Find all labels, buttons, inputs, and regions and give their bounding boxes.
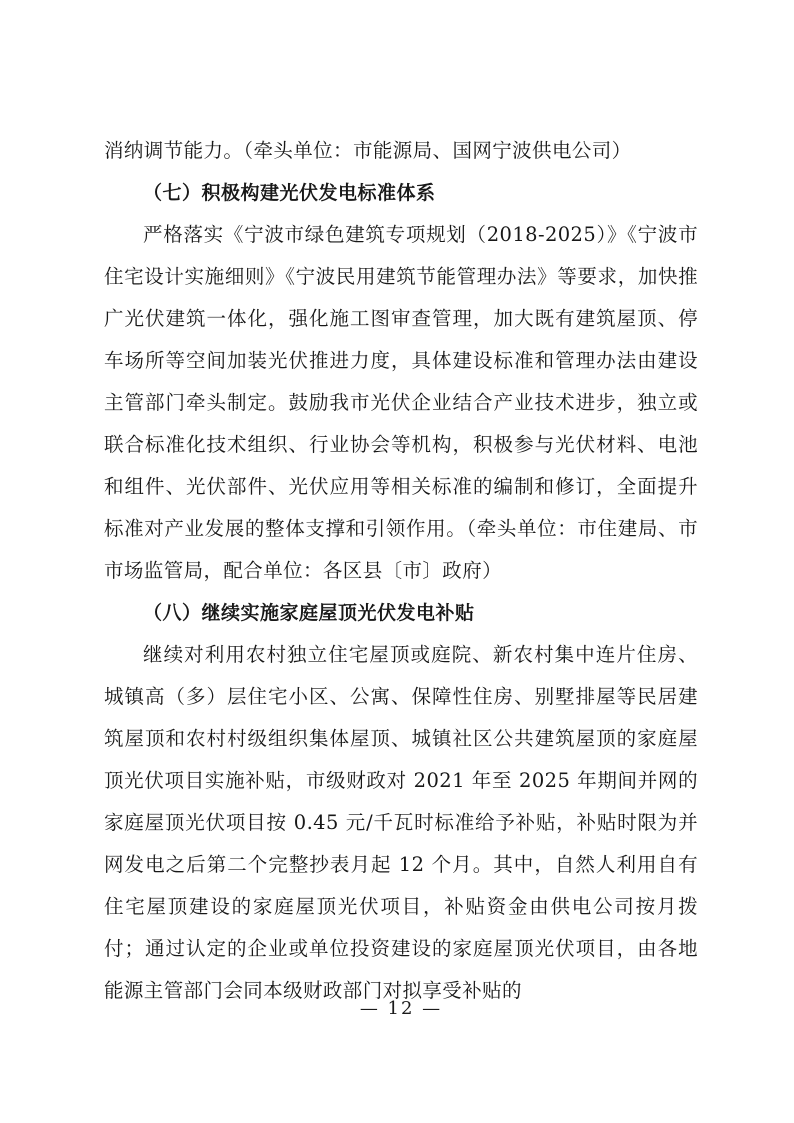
document-body [104,130,698,1012]
paragraph-standards-system: 严格落实《宁波市绿色建筑专项规划（2018-2025）》《宁波市住宅设计实施细则》《宁波民用建筑节能管理办法》等要求，加快推广光伏建筑一体化，强化施工图审查管理，加大既有建筑屋顶、停车场所等空间加装光伏推进力度，具体建设标准和管理办法由建设主管部门牵头制定。鼓励我市光伏企业结合产业技术进步，独立或联合标准化技术组织、行业协会等机构，积极参与光伏材料、电池和组件、光伏部件、光伏应用等相关标准的编制和修订，全面提升标准对产业发展的整体支撑和引领作用。（牵头单位：市住建局、市市场监管局，配合单位：各区县〔市〕政府） [104,223,698,582]
paragraph-continuation: 消纳调节能力。（牵头单位：市能源局、国网宁波供电公司） [104,139,632,162]
paragraph-household-subsidy: 继续对利用农村独立住宅屋顶或庭院、新农村集中连片住房、城镇高（多）层住宅小区、公寓、保障性住房、别墅排屋等民居建筑屋顶和农村村级组织集体屋顶、城镇社区公共建筑屋顶的家庭屋顶光伏项目实施补贴，市级财政对 2021 年至 2025 年期间并网的家庭屋顶光伏项目按 0.45 元/千瓦时标准给予补贴，补贴时限为并网发电之后第二个完整抄表月起 12 个月。其中，自然人利用自有住宅屋顶建设的家庭屋顶光伏项目，补贴资金由供电公司按月拨付；通过认定的企业或单位投资建设的家庭屋顶光伏项目，由各地能源主管部门会同本级财政部门对拟享受补贴的 [104,643,698,1002]
section-heading-seven: （七）积极构建光伏发电标准体系 [143,182,436,204]
section-heading-eight: （八）继续实施家庭屋顶光伏发电补贴 [143,602,475,624]
page-number: — 12 — [359,998,443,1019]
